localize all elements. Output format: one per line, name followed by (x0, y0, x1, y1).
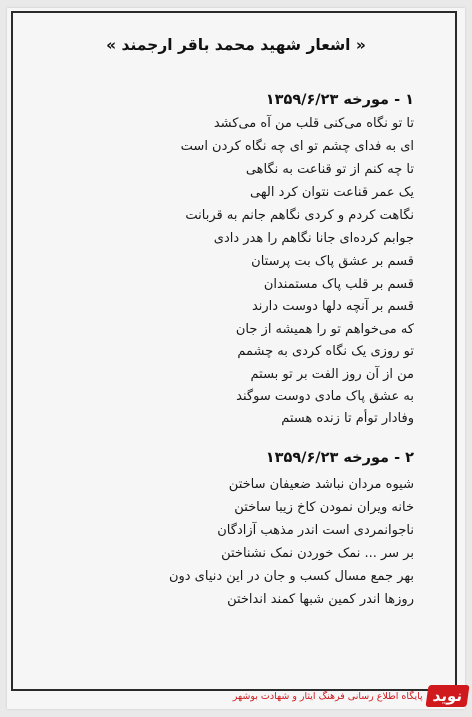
logo-main-text: نوید (425, 685, 469, 707)
poem-1-line: ای به فدای چشم تو ای چه نگاه کردن است (180, 139, 414, 154)
poem-1-line: به عشق پاک مادی دوست سوگند (236, 389, 414, 404)
poem-1-line: قسم بر قلب پاک مستمندان (263, 277, 414, 292)
poem-1-line: وفادار توأم تا زنده هستم (281, 411, 414, 426)
poem-1-line: من از آن روز الفت بر تو بستم (250, 367, 414, 382)
poem-2-line: خانه ویران نمودن کاخ زیبا ساختن (234, 500, 414, 515)
poem-2-line: شیوه مردان نباشد ضعیفان ساختن (228, 477, 414, 492)
poem-1-line: قسم بر عشق پاک بت پرستان (251, 254, 414, 269)
poem-1-line: نگاهت کردم و کردی نگاهم جانم به قربانت (185, 208, 414, 223)
poem-2-line: بهر جمع مسال کسب و جان در این دنیای دون (168, 569, 414, 584)
page-title: « اشعار شهید محمد باقر ارجمند » (106, 36, 366, 54)
poem-1-heading: ۱ - مورخه ۱۳۵۹/۶/۲۳ (265, 92, 414, 108)
poem-1-line: تا تو نگاه می‌کنی قلب من آه می‌کشد (213, 116, 414, 131)
poem-1-line: تو روزی یک نگاه کردی به چشمم (237, 344, 414, 359)
poem-1-line: تا چه کنم از تو قناعت به نگاهی (245, 162, 414, 177)
poem-2-line: ناجوانمردی است اندر مذهب آزادگان (217, 523, 414, 538)
poem-2-line: بر سر ... نمک خوردن نمک نشناختن (221, 546, 414, 561)
poem-2-line: روزها اندر کمین شبها کمند انداختن (227, 592, 414, 607)
poem-1-line: یک عمر قناعت نتوان کرد الهی (250, 185, 414, 200)
poem-2-heading: ۲ - مورخه ۱۳۵۹/۶/۲۳ (265, 450, 414, 466)
poem-1-line: جوابم کرده‌ای جانا نگاهم را هدر دادی (213, 231, 414, 246)
site-logo (232, 681, 468, 711)
logo-sub-text: پایگاه اطلاع رسانی فرهنگ ایثار و شهادت بوشهر (232, 690, 423, 702)
poem-1-line: که می‌خواهم تو را همیشه از جان (235, 322, 414, 337)
poem-1-line: قسم بر آنچه دلها دوست دارند (251, 299, 414, 314)
